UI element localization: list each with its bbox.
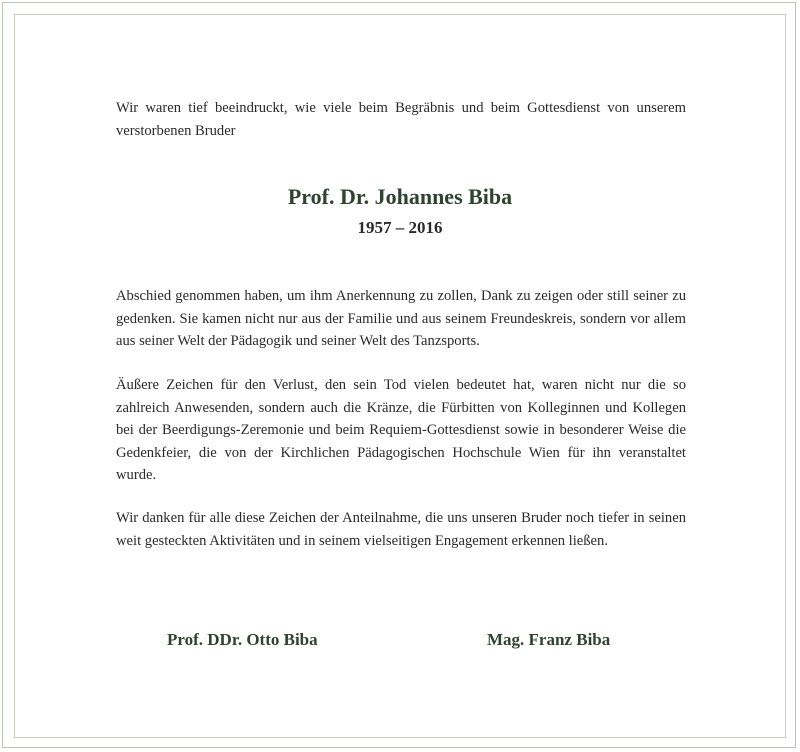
deceased-name: Prof. Dr. Johannes Biba [287, 184, 513, 209]
signature-franz: Mag. Franz Biba [487, 630, 611, 649]
paragraph-farewell: Abschied genommen haben, um ihm Anerkennung zu zollen, Dank zu zeigen oder still seiner zu gedenken. Sie kamen nicht nur aus der Familie und aus seinem Freundeskreis, sondern vor allem aus seiner Welt der Pädagogik und seiner Welt des Tanzsports. [116, 288, 686, 350]
paragraph-thanks: Wir danken für alle diese Zeichen der Anteilnahme, die uns unseren Bruder noch tiefer in seinen weit gesteckten Aktivitäten und in seinem vielseitigen Engagement erkennen ließen. [116, 510, 686, 549]
life-years: 1957 – 2016 [357, 218, 443, 237]
paragraph-signs: Äußere Zeichen für den Verlust, den sein Tod vielen bedeutet hat, waren nicht nur die so zahlreich Anwesenden, sondern auch die Kränze, die Fürbitten von Kolleginnen und Kollegen bei der Beerdigungs-Zeremonie und beim Requiem-Gottesdienst sowie in besonderer Weise die Gedenkfeier, die von der Kirchlichen Pädagogischen Hochschule Wien für ihn veranstaltet wurde. [116, 377, 686, 484]
intro-paragraph: Wir waren tief beeindruckt, wie viele beim Begräbnis und beim Gottesdienst von unserem verstorbenen Bruder [116, 100, 686, 139]
signature-otto: Prof. DDr. Otto Biba [167, 630, 318, 649]
